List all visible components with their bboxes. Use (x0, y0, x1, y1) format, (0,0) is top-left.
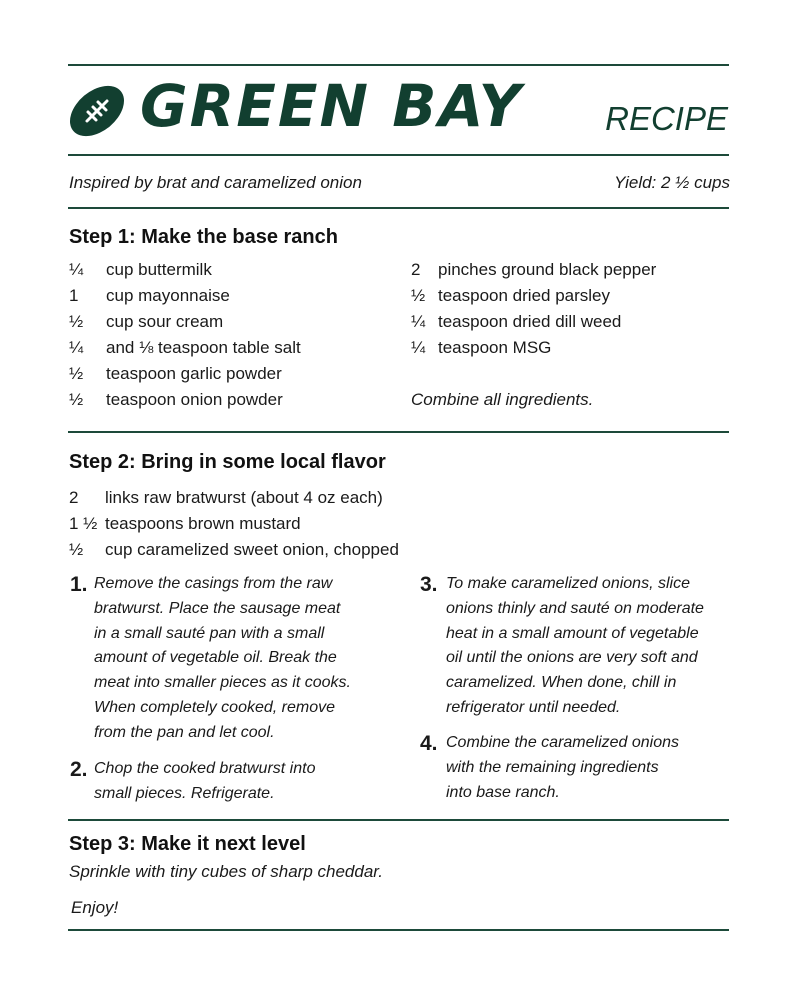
ingredient-quantity: ½ (69, 312, 84, 331)
ingredient-text: pinches ground black pepper (438, 260, 657, 279)
ingredient-item (411, 335, 656, 361)
ingredient-quantity: ¼ (69, 260, 84, 279)
instruction-line: into base ranch. (446, 783, 560, 801)
divider (68, 819, 729, 821)
divider (68, 431, 729, 433)
closing: Enjoy! (71, 898, 119, 917)
ingredient-quantity: 1 (69, 286, 79, 305)
step3-text: Sprinkle with tiny cubes of sharp cheddar. (69, 862, 384, 881)
ingredient-text: cup caramelized sweet onion, chopped (105, 540, 399, 559)
divider (68, 154, 729, 156)
instruction-line: oil until the onions are very soft and (446, 649, 698, 667)
divider (68, 207, 729, 209)
subtitle: Inspired by brat and caramelized onion (69, 173, 362, 192)
ingredient-text: cup sour cream (106, 312, 224, 331)
ingredient-text: cup buttermilk (106, 260, 212, 279)
step3-heading: Step 3: Make it next level (69, 833, 306, 855)
ingredient-quantity: ½ (69, 364, 84, 383)
ingredient-text: teaspoons brown mustard (105, 514, 301, 533)
instruction-line: bratwurst. Place the sausage meat (94, 599, 341, 617)
yield: Yield: 2 ½ cups (614, 173, 730, 192)
instruction-line: meat into smaller pieces as it cooks. (94, 674, 351, 692)
instruction-text (94, 757, 315, 807)
ingredient-item (69, 283, 301, 309)
ingredient-text: links raw bratwurst (about 4 oz each) (105, 488, 383, 507)
ingredient-item (411, 283, 656, 309)
instruction-line: small pieces. Refrigerate. (94, 784, 275, 802)
ingredient-item (69, 537, 399, 563)
ingredient-text: teaspoon MSG (438, 338, 552, 357)
logo-title: GREEN BAY (140, 72, 523, 140)
ingredient-text: cup mayonnaise (106, 286, 230, 305)
ingredient-quantity: ½ (69, 390, 84, 409)
instruction-text (94, 572, 351, 746)
ingredient-item (69, 511, 399, 537)
instruction-line: from the pan and let cool. (94, 723, 275, 741)
instruction-text (446, 731, 679, 805)
instruction-number: 2. (70, 758, 88, 781)
ingredient-quantity: ½ (411, 286, 426, 305)
instruction-number: 4. (420, 732, 438, 755)
instruction-line: onions thinly and sauté on moderate (446, 599, 704, 617)
divider (68, 64, 729, 66)
instruction-line: Chop the cooked bratwurst into (94, 760, 316, 777)
ingredient-text: teaspoon garlic powder (106, 364, 282, 383)
step1-ingredients-right (411, 257, 656, 361)
instruction-line: heat in a small amount of vegetable (446, 624, 699, 642)
ingredient-item (411, 257, 656, 283)
ingredient-text: teaspoon dried dill weed (438, 312, 622, 331)
ingredient-quantity: 2 (411, 260, 421, 279)
instruction-line: with the remaining ingredients (446, 758, 659, 776)
step1-ingredients-left (69, 257, 301, 413)
ingredient-quantity: ¼ (411, 338, 426, 357)
ingredient-text: teaspoon dried parsley (438, 286, 611, 305)
instruction-line: Remove the casings from the raw (94, 575, 333, 592)
ingredient-item (69, 257, 301, 283)
instruction-line: caramelized. When done, chill in (446, 674, 677, 692)
instruction-text (446, 572, 704, 721)
instruction-line: Combine the caramelized onions (446, 734, 680, 751)
football-icon (68, 82, 126, 140)
ingredient-text: and ⅛ teaspoon table salt (106, 338, 301, 357)
ingredient-item (69, 485, 399, 511)
divider (68, 929, 729, 931)
instruction-line: in a small sauté pan with a small (94, 624, 325, 642)
instruction-line: refrigerator until needed. (446, 698, 621, 716)
recipe-label: RECIPE (605, 100, 728, 137)
ingredient-quantity: ½ (69, 540, 84, 559)
ingredient-quantity: 1 ½ (69, 514, 98, 533)
step1-heading: Step 1: Make the base ranch (69, 226, 338, 248)
ingredient-text: teaspoon onion powder (106, 390, 283, 409)
step2-heading: Step 2: Bring in some local flavor (69, 451, 386, 473)
ingredient-item (69, 387, 301, 413)
ingredient-quantity: ¼ (411, 312, 426, 331)
instruction-line: When completely cooked, remove (94, 698, 335, 716)
ingredient-quantity: ¼ (69, 338, 84, 357)
step1-note: Combine all ingredients. (411, 390, 594, 409)
instruction-line: To make caramelized onions, slice (446, 575, 690, 592)
ingredient-item (411, 309, 656, 335)
instruction-line: amount of vegetable oil. Break the (94, 649, 337, 667)
instruction-number: 1. (70, 573, 88, 596)
instruction-number: 3. (420, 573, 438, 596)
ingredient-item (69, 309, 301, 335)
ingredient-quantity: 2 (69, 488, 79, 507)
step2-ingredients (69, 485, 399, 563)
ingredient-item (69, 361, 301, 387)
ingredient-item (69, 335, 301, 361)
